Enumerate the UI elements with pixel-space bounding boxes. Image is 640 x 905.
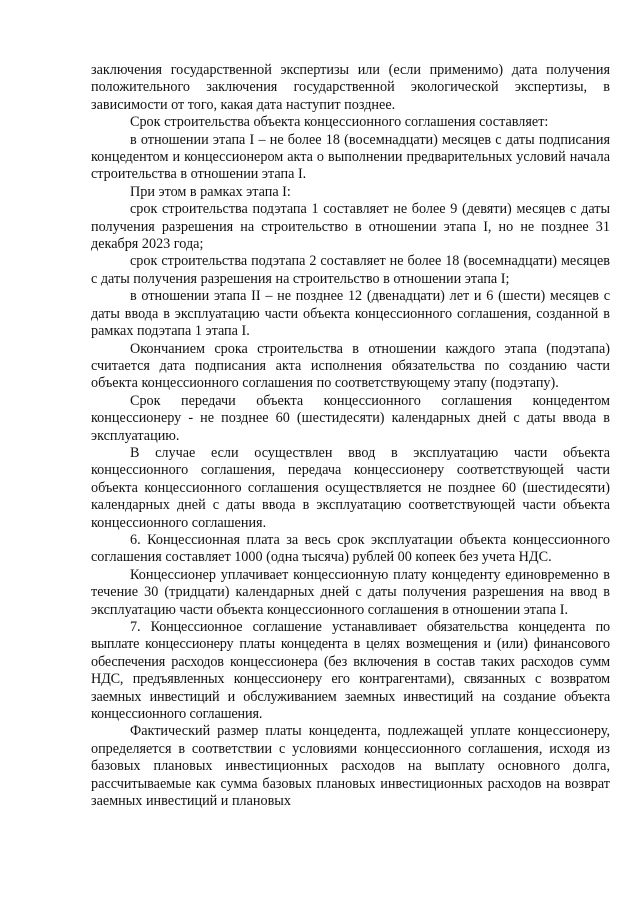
paragraph-4: При этом в рамках этапа I:: [130, 183, 291, 200]
paragraph-12: Концессионер уплачивает концессионную плату концеденту единовременно в течение 30 (тридцати) календарных дней с даты получения разрешения на ввод в эксплуатацию части объекта концессионного соглашения в отношении этапа I.: [91, 566, 610, 618]
paragraph-13: 7. Концессионное соглашение устанавливает обязательства концедента по выплате концессионеру платы концедента в целях возмещения и (или) финансового обеспечения расходов концессионера (без включения в состав таких расходов сумм НДС, предъявленных концессионеру его контрагентами), связанных с возвратом заемных инвестиций и обслуживанием заемных инвестиций на создание объекта концессионного соглашения.: [91, 619, 610, 723]
document-page: [91, 62, 610, 810]
paragraph-10: В случае если осуществлен ввод в эксплуатацию части объекта концессионного соглашения, передача концессионеру соответствующей части объекта концессионного соглашения осуществляется не позднее 60 (шестидесяти) календарных дней с даты ввода в эксплуатацию соответствующей части объекта концессионного соглашения.: [91, 444, 610, 531]
paragraph-1: заключения государственной экспертизы или (если применимо) дата получения положительного заключения государственной экологической экспертизы, в зависимости от того, какая дата наступит позднее.: [91, 62, 610, 113]
paragraph-3: в отношении этапа I – не более 18 (восемнадцати) месяцев с даты подписания концедентом и концессионером акта о выполнении предварительных условий начала строительства в отношении этапа I.: [91, 131, 610, 183]
paragraph-8: Окончанием срока строительства в отношении каждого этапа (подэтапа) считается дата подписания акта исполнения обязательства по созданию части объекта концессионного соглашения по соответствующему этапу (подэтапу).: [91, 340, 610, 392]
paragraph-7: в отношении этапа II – не позднее 12 (двенадцати) лет и 6 (шести) месяцев с даты ввода в эксплуатацию части объекта концессионного соглашения, созданной в рамках подэтапа 1 этапа I.: [91, 288, 610, 340]
paragraph-5: срок строительства подэтапа 1 составляет не более 9 (девяти) месяцев с даты получения разрешения на строительство в отношении этапа I, но не позднее 31 декабря 2023 года;: [91, 201, 610, 253]
paragraph-9: Срок передачи объекта концессионного соглашения концедентом концессионеру - не позднее 60 (шестидесяти) календарных дней с даты ввода в эксплуатацию.: [91, 392, 610, 444]
paragraph-6: срок строительства подэтапа 2 составляет не более 18 (восемнадцати) месяцев с даты получения разрешения на строительство в отношении этапа I;: [91, 253, 610, 287]
paragraph-2: Срок строительства объекта концессионного соглашения составляет:: [130, 114, 549, 131]
paragraph-14: Фактический размер платы концедента, подлежащей уплате концессионеру, определяется в соответствии с условиями концессионного соглашения, исходя из базовых плановых инвестиционных расходов на выплату основного долга, рассчитываемые как сумма базовых плановых инвестиционных расходов на возврат заемных инвестиций и плановых: [91, 723, 610, 810]
paragraph-11: 6. Концессионная плата за весь срок эксплуатации объекта концессионного соглашения составляет 1000 (одна тысяча) рублей 00 копеек без учета НДС.: [91, 531, 610, 566]
